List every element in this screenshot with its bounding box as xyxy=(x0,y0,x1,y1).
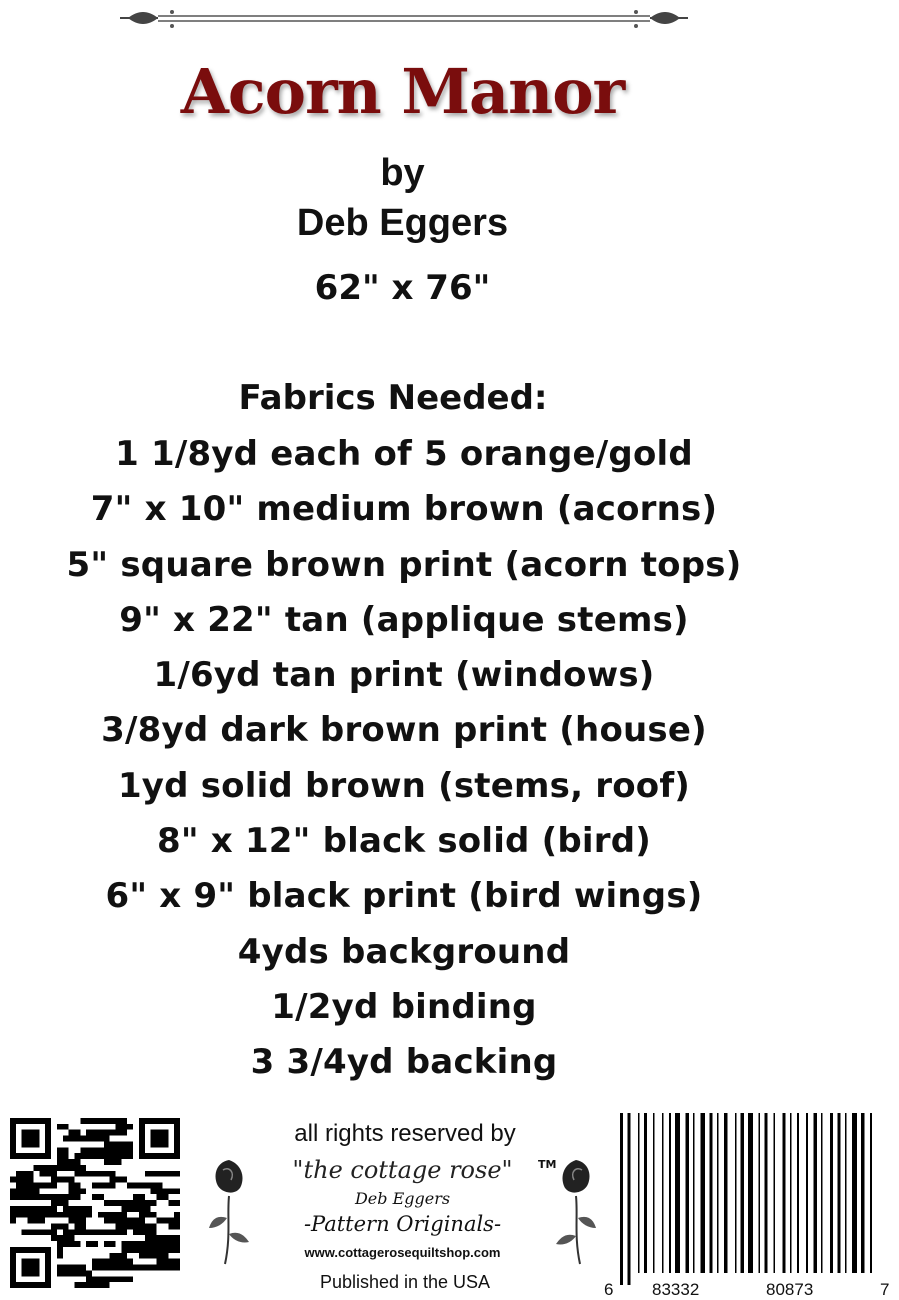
barcode-bar xyxy=(735,1113,737,1273)
barcode-bar xyxy=(686,1113,689,1273)
barcode-bar xyxy=(759,1113,761,1273)
pattern-originals: -Pattern Originals- xyxy=(303,1212,502,1236)
published-in-usa: Published in the USA xyxy=(319,1272,491,1292)
barcode-bar xyxy=(627,1113,630,1285)
website-link[interactable]: www.cottagerosequiltshop.com xyxy=(304,1245,501,1260)
fabric-item: 5" square brown print (acorn tops) xyxy=(66,544,742,585)
rights-reserved: all rights reserved by xyxy=(294,1120,516,1147)
fabric-item: 1/6yd tan print (windows) xyxy=(153,655,655,696)
by-label: by xyxy=(380,152,425,194)
fabric-item: 7" x 10" medium brown (acorns) xyxy=(90,489,718,530)
barcode-bar xyxy=(790,1113,792,1273)
fabric-item: 1yd solid brown (stems, roof) xyxy=(117,765,691,806)
barcode-bar xyxy=(837,1113,840,1273)
barcode-bar xyxy=(700,1113,705,1273)
barcode-digit-trail: 7 xyxy=(880,1280,890,1299)
barcode-bar xyxy=(693,1113,695,1273)
fabric-item: 1/2yd binding xyxy=(271,986,537,1027)
author-name: Deb Eggers xyxy=(296,202,509,244)
fabric-item: 3/8yd dark brown print (house) xyxy=(101,710,707,751)
fabric-item: 3 3/4yd backing xyxy=(250,1042,558,1083)
barcode-bar xyxy=(797,1113,799,1273)
fabric-list xyxy=(0,428,808,1092)
rose-icon xyxy=(205,1156,253,1266)
barcode-bar xyxy=(724,1113,727,1273)
barcode-bar xyxy=(821,1113,823,1273)
fabrics-heading: Fabrics Needed: xyxy=(238,378,548,418)
trademark-mark: TM xyxy=(538,1158,557,1171)
barcode-bar xyxy=(644,1113,647,1273)
pattern-title: Acorn Manor xyxy=(180,55,625,128)
quilt-size: 62" x 76" xyxy=(314,268,491,308)
barcode-digit-lead: 6 xyxy=(604,1280,614,1299)
barcode-bar xyxy=(675,1113,680,1273)
fabric-item: 1 1/8yd each of 5 orange/gold xyxy=(115,434,693,474)
barcode-bar xyxy=(773,1113,775,1273)
barcode-bar xyxy=(845,1113,847,1273)
decorative-rule-icon xyxy=(118,6,690,32)
publisher-logo xyxy=(205,1152,600,1264)
barcode-bar xyxy=(782,1113,785,1273)
barcode-bar xyxy=(852,1113,857,1273)
barcode-digits-right: 80873 xyxy=(766,1280,814,1299)
designer-name: Deb Eggers xyxy=(354,1189,451,1208)
rose-icon xyxy=(552,1156,600,1266)
barcode-bar xyxy=(620,1113,623,1285)
fabric-item: 6" x 9" black print (bird wings) xyxy=(105,876,703,917)
brand-name: "the cottage rose" xyxy=(292,1156,513,1184)
barcode-bar xyxy=(662,1113,664,1273)
fabric-item: 9" x 22" tan (applique stems) xyxy=(119,599,689,640)
barcode-digits-left: 83332 xyxy=(652,1280,700,1299)
barcode-bar xyxy=(806,1113,808,1273)
barcode-icon xyxy=(604,1113,892,1299)
barcode-bar xyxy=(830,1113,833,1273)
qr-code-icon xyxy=(10,1118,180,1288)
barcode-bar xyxy=(861,1113,864,1273)
barcode-bar xyxy=(741,1113,744,1273)
fabric-item: 8" x 12" black solid (bird) xyxy=(156,821,652,862)
barcode-bar xyxy=(717,1113,719,1273)
fabric-item: 4yds background xyxy=(237,931,571,972)
barcode-bar xyxy=(638,1113,640,1273)
barcode-bar xyxy=(748,1113,753,1273)
barcode-bar xyxy=(764,1113,767,1273)
barcode-bar xyxy=(709,1113,712,1273)
barcode-bar xyxy=(814,1113,817,1273)
barcode-bar xyxy=(653,1113,655,1273)
barcode-bar xyxy=(870,1113,872,1273)
barcode-bar xyxy=(669,1113,671,1273)
